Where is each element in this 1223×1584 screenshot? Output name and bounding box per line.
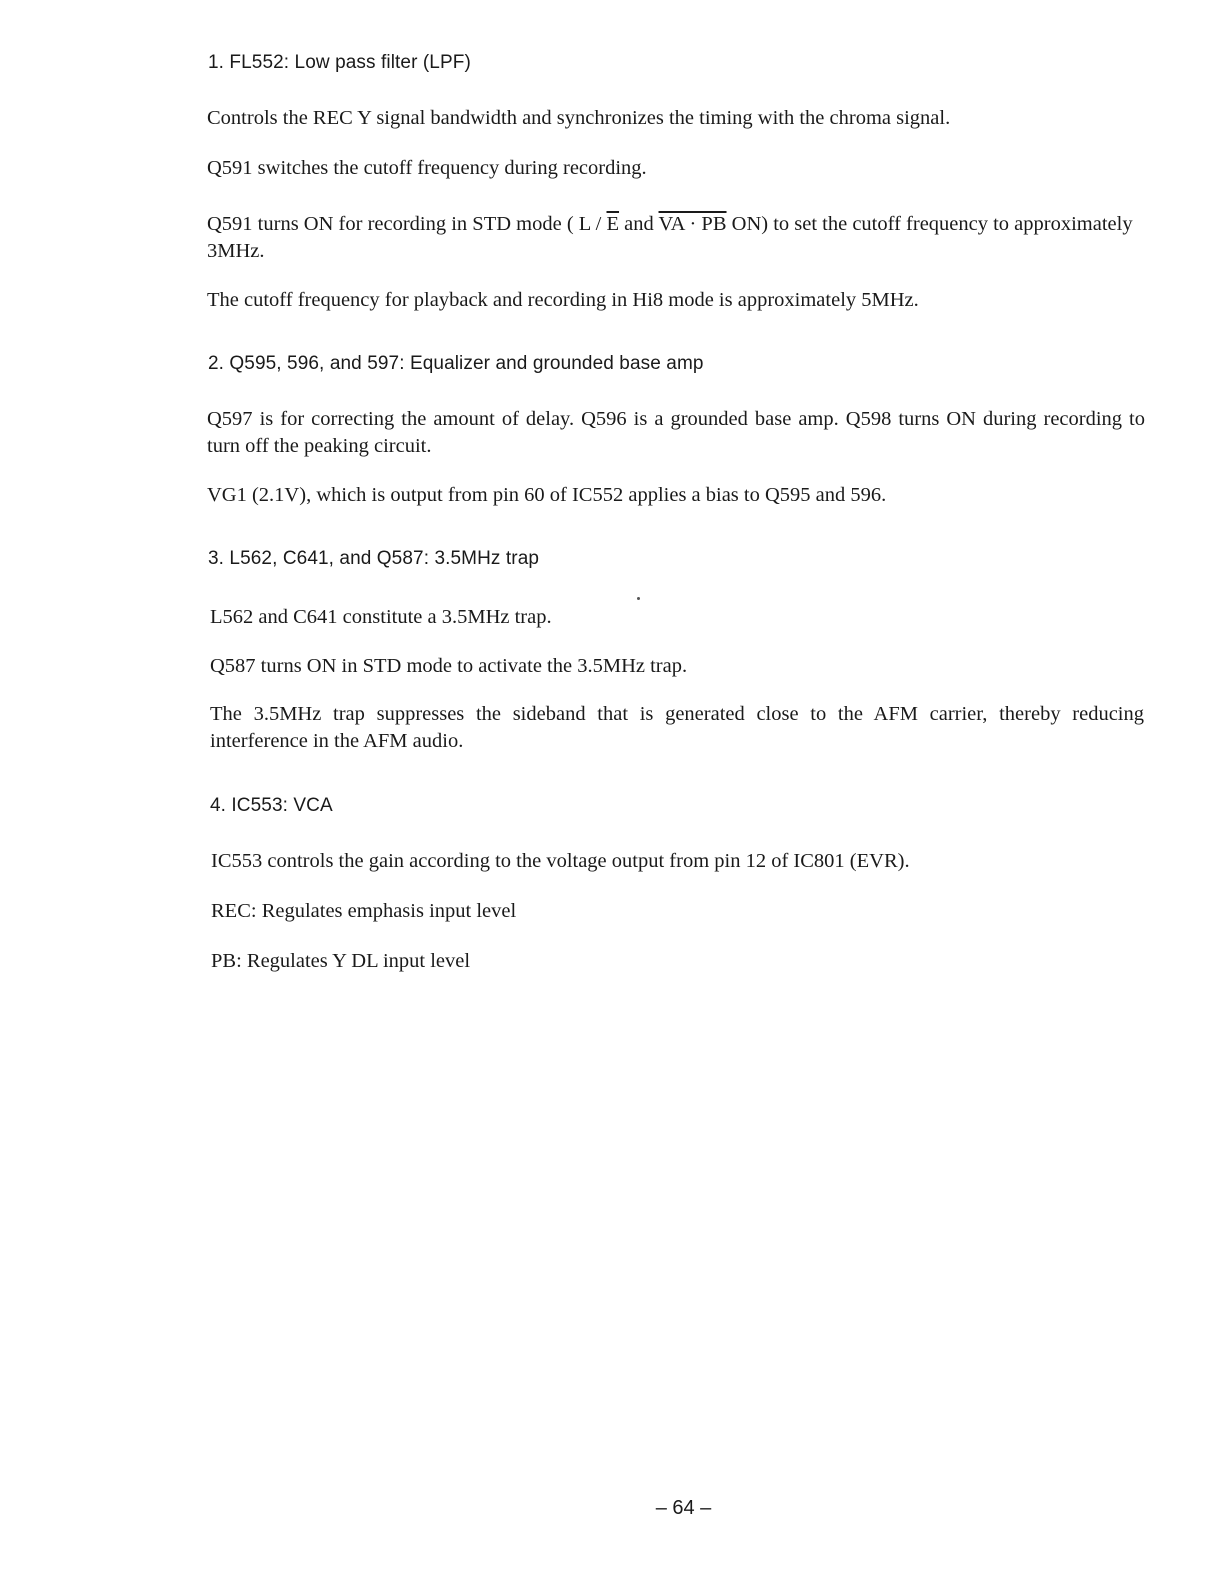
e-overline-signal: $\overline{E}$ (606, 213, 620, 235)
section-1-paragraph-1: Controls the REC Y signal bandwidth and synchronizes the timing with the chroma signal. (207, 107, 951, 129)
va-pb-overline-signal: VA · PB (658, 213, 727, 235)
section-4-heading: 4. IC553: VCA (210, 795, 333, 816)
section-3-heading: 3. L562, C641, and Q587: 3.5MHz trap (208, 548, 540, 569)
std-mode-text-middle: and (619, 213, 659, 235)
section-4-paragraph-2: REC: Regulates emphasis input level (211, 900, 517, 922)
section-2-paragraph-1: Q597 is for correcting the amount of delay. Q596 is a grounded base amp. Q598 turns ON during recording to turn off the peaking circuit. (207, 408, 1145, 457)
scan-speck (637, 597, 640, 600)
page-number: – 64 – (655, 1497, 712, 1519)
std-mode-text-after: ON) to set the cutoff frequency to approximately 3MHz. (207, 213, 1133, 262)
section-1-closing-paragraph: The cutoff frequency for playback and recording in Hi8 mode is approximately 5MHz. (207, 289, 919, 311)
section-1-paragraph-2: Q591 switches the cutoff frequency during recording. (207, 157, 647, 179)
section-1-heading: 1. FL552: Low pass filter (LPF) (208, 52, 471, 73)
section-4-paragraph-1: IC553 controls the gain according to the voltage output from pin 12 of IC801 (EVR). (211, 850, 910, 872)
std-mode-text-before: Q591 turns ON for recording in STD mode ( L / (207, 213, 607, 235)
section-3-paragraph-2: Q587 turns ON in STD mode to activate the 3.5MHz trap. (210, 655, 688, 677)
section-1-std-mode-paragraph (207, 211, 1145, 265)
section-2-paragraph-2: VG1 (2.1V), which is output from pin 60 of IC552 applies a bias to Q595 and 596. (207, 484, 887, 506)
section-3-paragraph-1: L562 and C641 constitute a 3.5MHz trap. (210, 606, 552, 628)
section-4-paragraph-3: PB: Regulates Y DL input level (211, 950, 471, 972)
section-2-heading: 2. Q595, 596, and 597: Equalizer and grounded base amp (208, 353, 704, 374)
section-3-paragraph-3: The 3.5MHz trap suppresses the sideband that is generated close to the AFM carrier, thereby reducing interference in the AFM audio. (210, 703, 1144, 752)
